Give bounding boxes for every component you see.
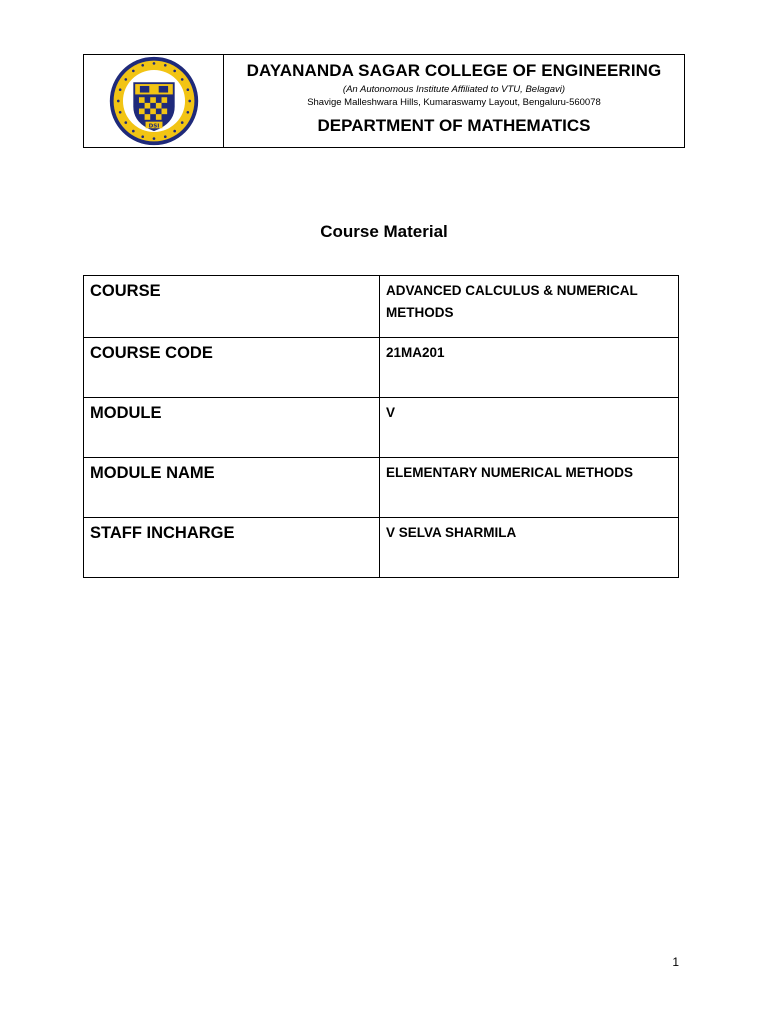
row-value: V <box>380 398 679 458</box>
page-title: Course Material <box>320 222 448 241</box>
table-row <box>84 276 679 338</box>
department-name: DEPARTMENT OF MATHEMATICS <box>317 116 591 135</box>
row-label: MODULE <box>84 398 380 458</box>
logo-cell <box>84 55 224 147</box>
row-value: V SELVA SHARMILA <box>380 518 679 578</box>
row-label: COURSE <box>84 276 380 338</box>
page-number: 1 <box>672 955 679 969</box>
affiliation-text: (An Autonomous Institute Affiliated to VTU, Belagavi) <box>342 84 566 95</box>
address-text: Shavige Malleshwara Hills, Kumaraswamy Layout, Bengaluru-560078 <box>307 97 601 108</box>
college-logo <box>107 54 201 148</box>
document-header <box>83 54 685 148</box>
row-label: MODULE NAME <box>84 458 380 518</box>
row-label: COURSE CODE <box>84 338 380 398</box>
svg-text:DSI: DSI <box>148 123 159 130</box>
row-value: 21MA201 <box>380 338 679 398</box>
college-name: DAYANANDA SAGAR COLLEGE OF ENGINEERING <box>246 61 662 80</box>
table-row <box>84 458 679 518</box>
header-title-cell <box>224 55 684 147</box>
row-value: ADVANCED CALCULUS & NUMERICAL METHODS <box>380 276 679 338</box>
table-row <box>84 398 679 458</box>
row-value: ELEMENTARY NUMERICAL METHODS <box>380 458 679 518</box>
row-label: STAFF INCHARGE <box>84 518 380 578</box>
course-info-table <box>83 275 679 578</box>
table-row <box>84 338 679 398</box>
table-row <box>84 518 679 578</box>
